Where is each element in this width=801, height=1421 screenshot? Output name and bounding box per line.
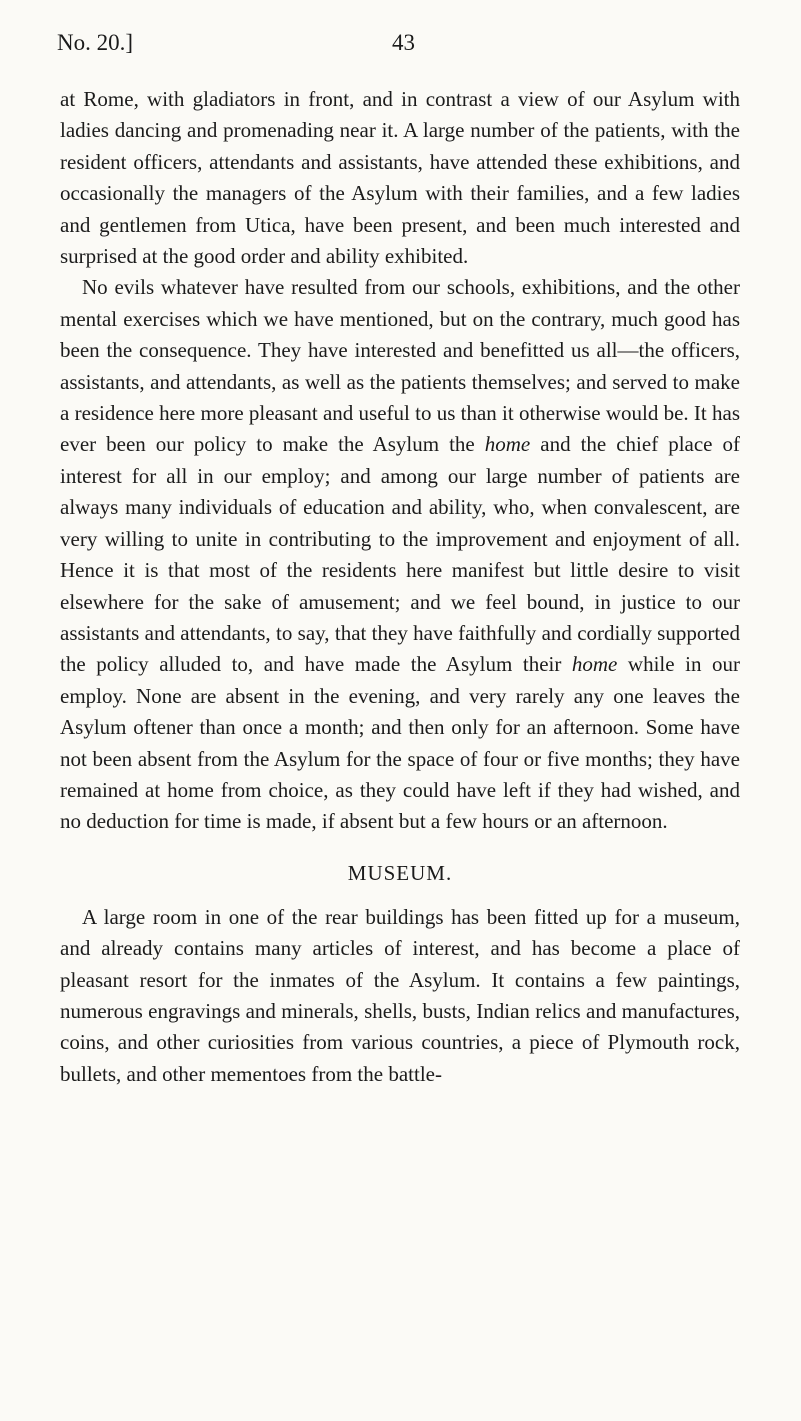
paragraph-2 [60, 272, 740, 837]
paragraph-1: at Rome, with gladiators in front, and in contrast a view of our Asylum with ladies dancing and promenading near it. A large number of the patients, with the resident officers, attendants and assistants, have attended these exhibitions, and occasionally the managers of the Asylum with their families, and a few ladies and gentlemen from Utica, have been present, and been much interested and surprised at the good order and ability exhibited. [60, 87, 740, 269]
paragraph-3: A large room in one of the rear buildings has been fitted up for a museum, and already contains many articles of interest, and has become a place of pleasant resort for the inmates of the Asylum. It contains a few paintings, numerous engravings and minerals, shells, busts, Indian relics and manufactures, coins, and other curiosities from various countries, a piece of Plymouth rock, bullets, and other mementoes from the battle- [60, 904, 740, 1086]
page-number: 43 [392, 30, 415, 55]
section-heading-museum: MUSEUM. [347, 860, 453, 885]
running-header [57, 24, 737, 64]
emphasis-home-1: home [484, 432, 531, 457]
paragraph-2-part-a: No evils whatever have resulted from our schools, exhibitions, and the other mental exercises which we have mentioned, but on the contrary, much good has been the consequence. They have interested and benefitted us all—the officers, assistants, and attendants, as well as the patients themselves; and served to make a residence here more pleasant and useful to us than it otherwise would be. It has ever been our policy to make the Asylum the [60, 275, 740, 457]
paragraph-2-part-b: and the chief place of interest for all in our employ; and among our large number of patients are always many individuals of education and ability, who, when convalescent, are very willing to unite in contributing to the improvement and enjoyment of all. Hence it is that most of the residents here manifest but little desire to visit elsewhere for the sake of amusement; and we feel bound, in justice to our assistants and attendants, to say, that they have faithfully and cordially supported the policy alluded to, and have made the Asylum their [60, 432, 740, 677]
section-label: No. 20.] [57, 30, 134, 55]
emphasis-home-2: home [571, 652, 618, 677]
body-text [60, 84, 740, 1090]
paragraph-2-part-c: while in our employ. None are absent in the evening, and very rarely any one leaves the Asylum oftener than once a month; and then only for an afternoon. Some have not been absent from the Asylum for the space of four or five months; they have remained at home from choice, as they could have left if they had wished, and no deduction for time is made, if absent but a few hours or an afternoon. [60, 652, 740, 834]
